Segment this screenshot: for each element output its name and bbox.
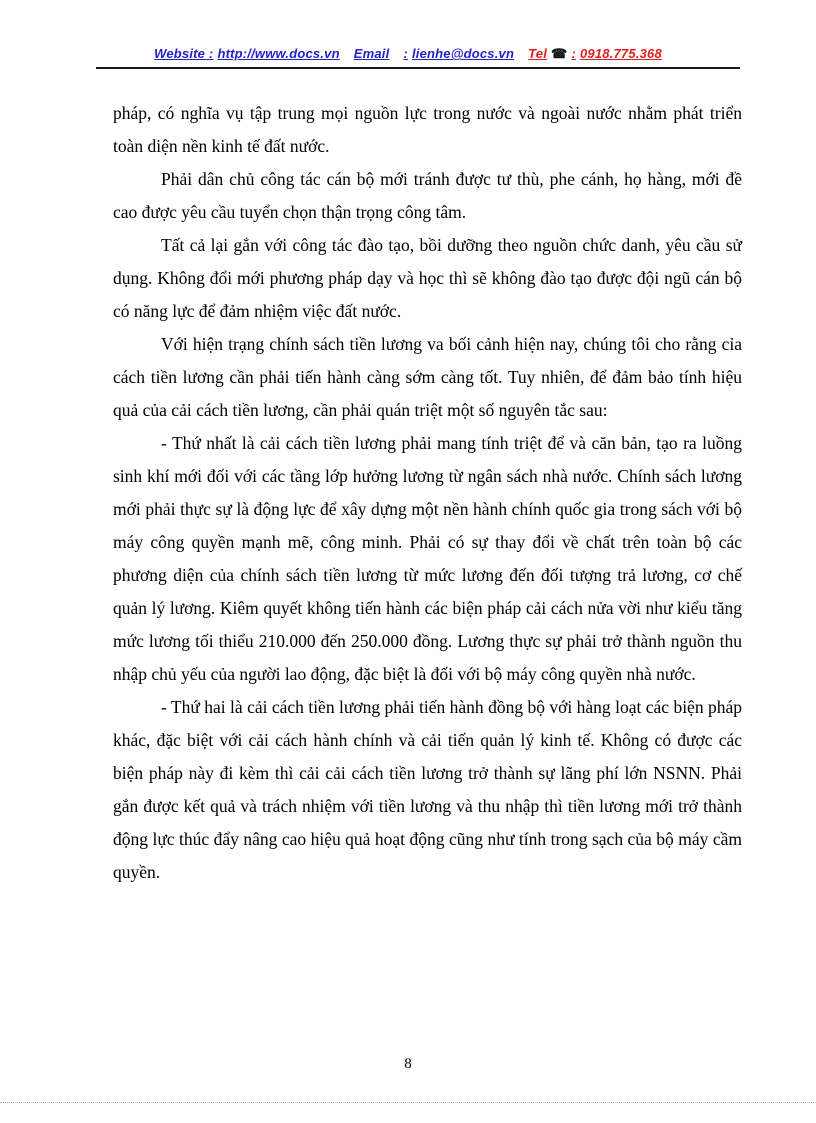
- header-divider: [96, 67, 740, 69]
- tel-colon: :: [571, 46, 576, 61]
- website-link[interactable]: http://www.docs.vn: [217, 46, 340, 61]
- paragraph: Tất cả lại gắn với công tác đào tạo, bồi dưỡng theo nguồn chức danh, yêu cầu sử dụng. Không đổi mới phương pháp dạy và học thì sẽ không đào tạo được đội ngũ cán bộ có năng lực để đảm nhiệm việc đất nước.: [113, 235, 742, 321]
- paragraph: Phải dân chủ công tác cán bộ mới tránh được tư thù, phe cánh, họ hàng, mới đề cao được yêu cầu tuyển chọn thận trọng công tâm.: [113, 169, 742, 222]
- footer-divider: [0, 1102, 816, 1103]
- website-label: Website :: [154, 46, 214, 61]
- email-label: Email: [353, 46, 390, 61]
- paragraph: Với hiện trạng chính sách tiền lương va bối cảnh hiện nay, chúng tôi cho rằng cỉa cách tiền lương cần phải tiến hành càng sớm càng tốt. Tuy nhiên, để đảm bảo tính hiệu quả của cải cách tiền lương, cần phải quán triệt một số nguyên tắc sau:: [113, 334, 742, 420]
- email-colon: :: [403, 46, 408, 61]
- tel-number: 0918.775.368: [579, 46, 662, 61]
- email-link[interactable]: lienhe@docs.vn: [411, 46, 515, 61]
- document-body: [113, 97, 742, 889]
- page-number: 8: [404, 1056, 412, 1072]
- page-header: [0, 0, 816, 62]
- paragraph: - Thứ hai là cải cách tiền lương phải tiến hành đồng bộ với hàng loạt các biện pháp khác, đặc biệt với cải cách hành chính và cải tiến quản lý kinh tế. Không có được các biện pháp này đi kèm thì cải cải cách tiền lương trở thành sự lãng phí lớn NSNN. Phải gắn được kết quả và trách nhiệm với tiền lương và thu nhập thì tiền lương mới trở thành động lực thúc đẩy nâng cao hiệu quả hoạt động cũng như tính trong sạch của bộ máy cầm quyền.: [113, 697, 742, 882]
- tel-label: Tel: [528, 46, 548, 61]
- paragraph: pháp, có nghĩa vụ tập trung mọi nguồn lực trong nước và ngoài nước nhằm phát triển toàn diện nền kinh tế đất nước.: [113, 103, 742, 156]
- phone-icon: ☎: [551, 46, 568, 61]
- paragraph: - Thứ nhất là cải cách tiền lương phải mang tính triệt để và căn bản, tạo ra luồng sinh khí mới đối với các tầng lớp hưởng lương từ ngân sách nhà nước. Chính sách lương mới phải thực sự là động lực để xây dựng một nền hành chính quốc gia trong sách với bộ máy công quyền mạnh mẽ, công minh. Phải có sự thay đổi về chất trên toàn bộ các phương diện của chính sách tiền lương từ mức lương đến đối tượng trả lương, cơ chế quản lý lương. Kiêm quyết không tiến hành các biện pháp cải cách nửa vời như kiểu tăng mức lương tối thiểu 210.000 đến 250.000 đồng. Lương thực sự phải trở thành nguồn thu nhập chủ yếu của người lao động, đặc biệt là đối với bộ máy công quyền nhà nước.: [113, 433, 742, 684]
